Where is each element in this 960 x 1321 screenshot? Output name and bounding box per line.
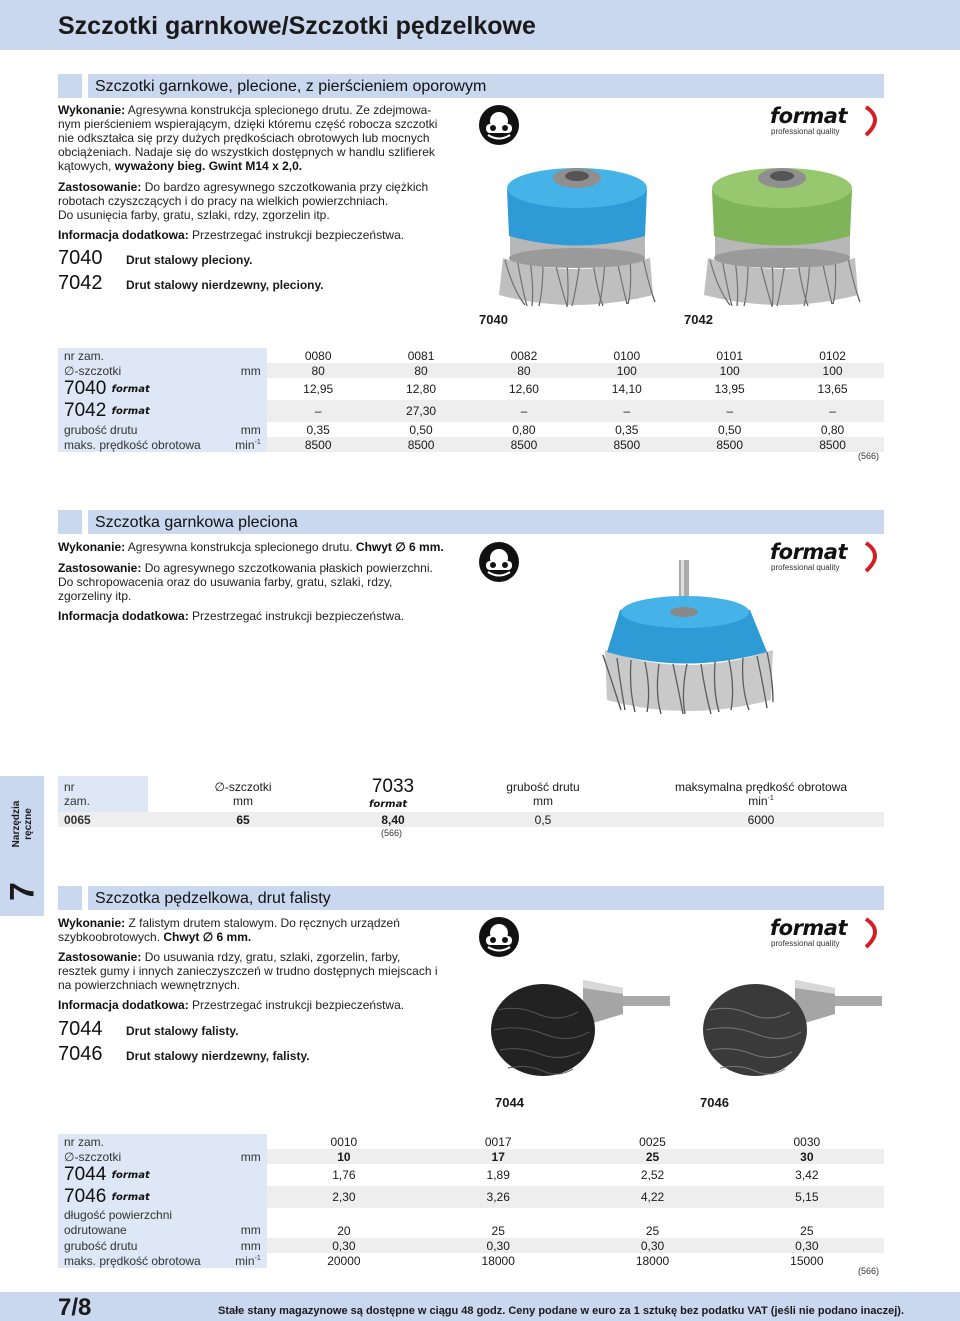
format-mini-logo: format [111, 384, 150, 396]
spec-table-section-3 [58, 1134, 884, 1268]
table-row: grubość drutu mm 0,30 0,30 0,30 0,30 [58, 1238, 884, 1253]
image-label-7046: 7046 [700, 1095, 729, 1110]
table-row: 7042 format – 27,30 – – – – [58, 400, 884, 422]
section-3-header [58, 886, 884, 910]
page-title: Szczotki garnkowe/Szczotki pędzelkowe [58, 12, 536, 40]
section-2-title: Szczotka garnkowa pleciona [95, 514, 298, 531]
section-3-title: Szczotka pędzelkowa, drut falisty [95, 890, 331, 907]
format-logo: format professional quality [770, 104, 886, 138]
image-label-7044: 7044 [495, 1095, 524, 1110]
note-566: (566) [858, 451, 880, 461]
section-2-header [58, 510, 884, 534]
cup-brush-7040-image [495, 160, 660, 310]
section-1-title: Szczotki garnkowe, plecione, z pierścieniem oporowym [95, 78, 487, 95]
section-1-zastosowanie: Zastosowanie: Do bardzo agresywnego szczotkowania przy ciężkich robotach czyszczących i do pracy na wielkich powierzchniach. Do usunięcia farby, gratu, szlaki, rdzy, zgorzelin itp. [58, 180, 429, 222]
section-2-zastosowanie: Zastosowanie: Do agresywnego szczotkowania płaskich powierzchni. Do schropowacenia oraz do usuwania farby, gratu, szlaki, rdzy, zgorzeliny itp. [58, 561, 433, 603]
section-2-wykonanie: Wykonanie: Agresywna konstrukcja splecionego drutu. Chwyt ∅ 6 mm. [58, 540, 444, 554]
cup-brush-7033-image [595, 560, 780, 720]
format-mini-logo: format [369, 799, 408, 811]
table-row: maks. prędkość obrotowa $\min^{-1}$ 20000 18000 18000 15000 [58, 1253, 884, 1268]
table-row: ∅-szczotki mm 80 80 80 100 100 100 [58, 363, 884, 378]
spec-table-section-2 [58, 776, 884, 827]
format-mini-logo: format [111, 406, 150, 418]
table-row: maks. prędkość obrotowa $\min^{-1}$ 8500 8500 8500 8500 8500 8500 [58, 437, 884, 452]
table-row: 7040 format 12,95 12,80 12,60 14,10 13,95 13,65 [58, 378, 884, 400]
image-label-7042: 7042 [684, 312, 713, 327]
section-1-info: Informacja dodatkowa: Przestrzegać instrukcji bezpieczeństwa. [58, 228, 405, 242]
page-header [0, 0, 960, 50]
footer-note: Stałe stany magazynowe są dostępne w ciągu 48 godz. Ceny podane w euro za 1 sztukę bez podatku VAT (jeśli nie podano inaczej). [218, 1305, 905, 1317]
end-brush-7044-image [488, 970, 673, 1085]
section-3-wykonanie: Wykonanie: Z falistym drutem stalowym. Do ręcznych urządzeń szybkoobrotowych. Chwyt ∅ 6 mm. [58, 916, 400, 944]
section-3-info: Informacja dodatkowa: Przestrzegać instrukcji bezpieczeństwa. [58, 998, 405, 1012]
table-row: grubość drutu mm 0,35 0,50 0,80 0,35 0,50 0,80 [58, 422, 884, 437]
spec-table-section-1 [58, 348, 884, 452]
format-mini-logo: format [111, 1192, 150, 1204]
image-label-7040: 7040 [479, 312, 508, 327]
table-row: nr zam. ∅-szczotki mm 7033 format grubość drutu mm maksymalna prędkość obrotowa $\min^{-1}$ [58, 776, 884, 812]
table-row: 7044 format 1,76 1,89 2,52 3,42 [58, 1164, 884, 1186]
table-row: nr zam. 0080 0081 0082 0100 0101 0102 [58, 348, 884, 363]
page-footer [0, 1292, 960, 1321]
table-row: nr zam. 0010 0017 0025 0030 [58, 1134, 884, 1149]
format-mini-logo: format [111, 1170, 150, 1182]
table-row: długość powierzchni odrutowane mm 20 25 25 25 [58, 1208, 884, 1238]
section-3-zastosowanie: Zastosowanie: Do usuwania rdzy, gratu, szlaki, zgorzelin, farby, resztek gumy i innych zanieczyszczeń w trudno dostępnych miejscach i na powierzchniach wewnętrznych. [58, 950, 438, 992]
safety-goggles-icon [478, 541, 520, 583]
note-566: (566) [381, 828, 403, 838]
section-1-wykonanie: Wykonanie: Agresywna konstrukcja splecionego drutu. Ze zdejmowa- nym pierścieniem wspierającym, dzięki któremu część robocza szczotki nie odkształca się przy dużych prędkościach obrotowych lub mocnych obciążeniach. Nadaje się do wszystkich dostępnych w handlu szlifierek kątowych, wyważony bieg. Gwint M14 x 2,0. [58, 103, 438, 173]
format-logo: format professional quality [770, 540, 886, 574]
safety-goggles-icon [478, 104, 520, 146]
page-number: 7/8 [58, 1294, 92, 1321]
cup-brush-7042-image [700, 160, 865, 310]
table-row: 7046 format 2,30 3,26 4,22 5,15 [58, 1186, 884, 1208]
note-566: (566) [858, 1266, 880, 1276]
section-1-header [58, 74, 884, 98]
chapter-side-tab: 7 Narzędzia ręczne [0, 776, 44, 916]
safety-goggles-icon [478, 916, 520, 958]
table-row: ∅-szczotki mm 10 17 25 30 [58, 1149, 884, 1164]
format-logo: format professional quality [770, 916, 886, 950]
end-brush-7046-image [700, 970, 885, 1085]
table-row: 0065 65 8,40 0,5 6000 [58, 812, 884, 827]
section-2-info: Informacja dodatkowa: Przestrzegać instrukcji bezpieczeństwa. [58, 609, 405, 623]
